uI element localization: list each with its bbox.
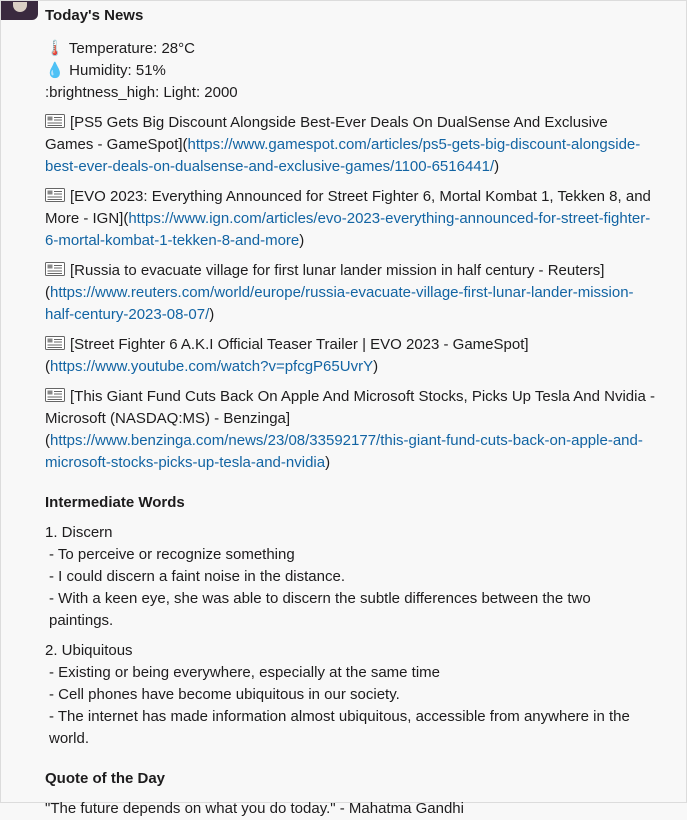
temperature-text: Temperature: 28°C (68, 40, 195, 57)
thermometer-icon: 🌡️ (45, 40, 65, 57)
news-item (45, 112, 655, 178)
newspaper-icon (45, 388, 65, 402)
news-title: [PS5 Gets Big Discount Alongside Best-Ever Deals On DualSense And Exclusive Games - GameSpot]( (45, 114, 608, 153)
word-example: - Cell phones have become ubiquitous in our society. (49, 686, 400, 703)
news-link[interactable]: https://www.youtube.com/watch?v=pfcgP65UvrY (50, 358, 374, 375)
news-link[interactable]: https://www.reuters.com/world/europe/russia-evacuate-village-first-lunar-lander-mission-half-century-2023-08-07/ (45, 284, 634, 323)
news-item (45, 386, 655, 474)
news-item (45, 186, 655, 252)
word-entry (45, 640, 655, 750)
temperature-line (45, 38, 655, 60)
word-example: - The internet has made information almost ubiquitous, accessible from anywhere in the world. (49, 708, 635, 747)
news-title: [Russia to evacuate village for first lunar lander mission in half century - Reuters] ( (45, 262, 605, 301)
news-tail: ) (373, 358, 379, 375)
word-entry (45, 522, 655, 632)
newspaper-icon (45, 336, 65, 350)
message-title: Today's News (45, 7, 144, 24)
news-title: [EVO 2023: Everything Announced for Street Fighter 6, Mortal Kombat 1, Tekken 8, and More - IGN]( (45, 188, 651, 227)
word-title: 2. Ubiquitous (45, 642, 133, 659)
avatar[interactable] (1, 1, 38, 20)
newspaper-icon (45, 262, 65, 276)
words-heading: Intermediate Words (45, 494, 185, 511)
light-line: :brightness_high: Light: 2000 (45, 84, 238, 101)
droplet-icon: 💧 (45, 62, 65, 79)
news-tail: ) (325, 454, 331, 471)
news-item (45, 260, 655, 326)
word-definition: - To perceive or recognize something (49, 546, 295, 563)
newspaper-icon (45, 188, 65, 202)
news-item (45, 334, 655, 378)
news-tail: ) (494, 158, 500, 175)
news-tail: ) (209, 306, 215, 323)
humidity-text: Humidity: 51% (69, 62, 166, 79)
word-definition: - Existing or being everywhere, especially at the same time (49, 664, 441, 681)
word-example: - With a keen eye, she was able to discern the subtle differences between the two paintings. (49, 590, 595, 629)
news-list (45, 112, 655, 474)
quote-heading: Quote of the Day (45, 770, 166, 787)
word-example: - I could discern a faint noise in the distance. (49, 568, 346, 585)
quote-text: "The future depends on what you do today." - Mahatma Gandhi (45, 800, 464, 817)
news-title: [Street Fighter 6 A.K.I Official Teaser Trailer | EVO 2023 - GameSpot] ( (45, 336, 529, 375)
message-body (45, 5, 655, 820)
news-link[interactable]: https://www.gamespot.com/articles/ps5-gets-big-discount-alongside-best-ever-deals-on-dualsense-and-exclusive-games/1100-6516441/ (45, 136, 641, 175)
humidity-line (45, 60, 655, 82)
news-link[interactable]: https://www.ign.com/articles/evo-2023-everything-announced-for-street-fighter-6-mortal-kombat-1-tekken-8-and-more (45, 210, 651, 249)
word-title: 1. Discern (45, 524, 113, 541)
newspaper-icon (45, 114, 65, 128)
news-link[interactable]: https://www.benzinga.com/news/23/08/33592177/this-giant-fund-cuts-back-on-apple-and-microsoft-stocks-picks-up-tesla-and-nvidia (45, 432, 643, 471)
news-title: [This Giant Fund Cuts Back On Apple And Microsoft Stocks, Picks Up Tesla And Nvidia - Microsoft (NASDAQ:MS) - Benzinga] ( (45, 388, 655, 449)
news-tail: ) (299, 232, 305, 249)
